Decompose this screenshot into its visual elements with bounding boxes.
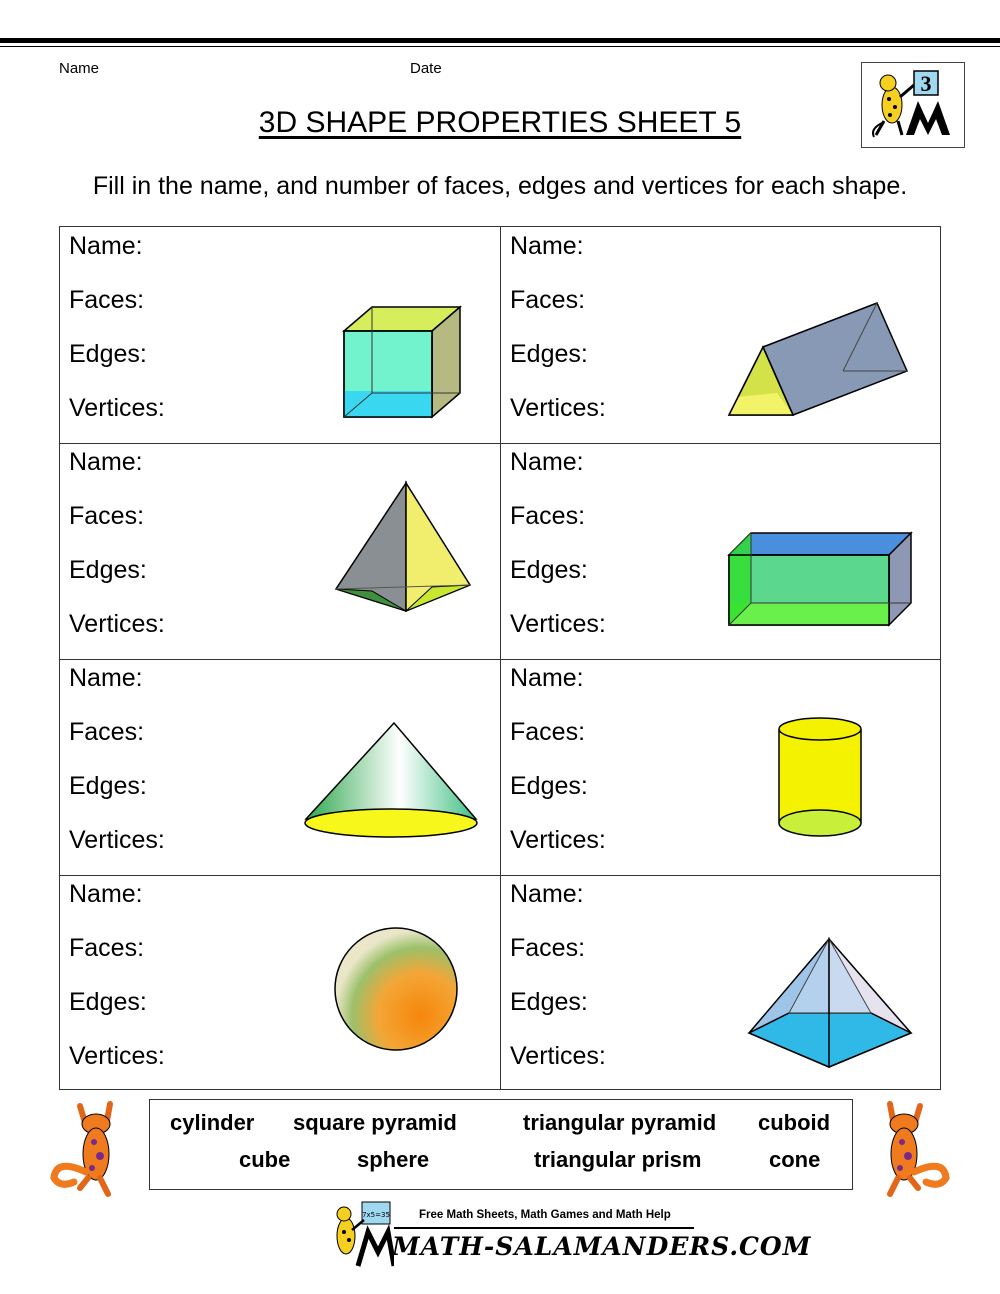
- shape-cell: [501, 227, 942, 443]
- vertices-field-label: Vertices:: [69, 394, 165, 422]
- footer-logo: [322, 1200, 812, 1270]
- logo-number: 3: [920, 71, 932, 96]
- square-pyramid-icon: [745, 935, 915, 1073]
- word-bank-item: cone: [769, 1147, 821, 1172]
- edges-field-label: Edges:: [69, 340, 147, 368]
- word-bank-item: sphere: [357, 1147, 430, 1172]
- date-label: Date: [410, 60, 442, 77]
- shape-cell: [60, 659, 501, 875]
- name-field-label: Name:: [69, 232, 143, 260]
- instructions: Fill in the name, and number of faces, edges and vertices for each shape.: [92, 172, 908, 200]
- name-field-label: Name:: [69, 664, 143, 692]
- edges-field-label: Edges:: [69, 556, 147, 584]
- shape-cell: [60, 443, 501, 659]
- edges-field-label: Edges:: [69, 988, 147, 1016]
- word-bank-item: cuboid: [758, 1110, 831, 1135]
- vertices-field-label: Vertices:: [69, 826, 165, 854]
- footer-badge: 7x5=35: [362, 1211, 390, 1219]
- shape-cell: [60, 875, 501, 1091]
- vertices-field-label: Vertices:: [510, 826, 606, 854]
- page-title: 3D SHAPE PROPERTIES SHEET 5: [258, 106, 742, 139]
- cube-icon: [336, 301, 466, 421]
- edges-field-label: Edges:: [510, 988, 588, 1016]
- top-rule-thin: [0, 46, 1000, 47]
- vertices-field-label: Vertices:: [510, 1042, 606, 1070]
- word-bank: [149, 1099, 853, 1190]
- sphere-icon: [332, 925, 460, 1053]
- footer-tagline: Free Math Sheets, Math Games and Math Help: [419, 1209, 671, 1221]
- name-label: Name: [59, 60, 100, 77]
- cuboid-icon: [727, 531, 913, 627]
- shape-grid: [59, 226, 941, 1090]
- edges-field-label: Edges:: [510, 772, 588, 800]
- top-rule: [0, 38, 1000, 43]
- triangular-prism-icon: [727, 299, 913, 421]
- cone-icon: [302, 719, 480, 839]
- edges-field-label: Edges:: [510, 556, 588, 584]
- vertices-field-label: Vertices:: [510, 394, 606, 422]
- shape-cell: [501, 875, 942, 1091]
- shape-cell: [501, 443, 942, 659]
- word-bank-item: square pyramid: [293, 1110, 457, 1135]
- vertices-field-label: Vertices:: [69, 610, 165, 638]
- shape-cell: [501, 659, 942, 875]
- name-field-label: Name:: [69, 880, 143, 908]
- edges-field-label: Edges:: [510, 340, 588, 368]
- salamander-right-icon: [862, 1098, 950, 1200]
- faces-field-label: Faces:: [69, 718, 145, 746]
- faces-field-label: Faces:: [510, 934, 586, 962]
- shape-cell: [60, 227, 501, 443]
- name-field-label: Name:: [510, 880, 584, 908]
- word-bank-item: triangular pyramid: [523, 1110, 717, 1135]
- salamander-left-icon: [50, 1098, 138, 1200]
- word-bank-item: cube: [239, 1147, 291, 1172]
- footer-site: MATH-SALAMANDERS.COM: [392, 1232, 812, 1261]
- faces-field-label: Faces:: [69, 286, 145, 314]
- faces-field-label: Faces:: [510, 286, 586, 314]
- word-bank-item: triangular prism: [534, 1147, 702, 1172]
- edges-field-label: Edges:: [69, 772, 147, 800]
- name-field-label: Name:: [510, 448, 584, 476]
- word-bank-item: cylinder: [170, 1110, 255, 1135]
- faces-field-label: Faces:: [510, 502, 586, 530]
- faces-field-label: Faces:: [510, 718, 586, 746]
- vertices-field-label: Vertices:: [69, 1042, 165, 1070]
- faces-field-label: Faces:: [69, 934, 145, 962]
- faces-field-label: Faces:: [69, 502, 145, 530]
- cylinder-icon: [775, 715, 865, 841]
- footer-salamander-icon: [322, 1200, 394, 1268]
- name-field-label: Name:: [510, 664, 584, 692]
- name-field-label: Name:: [510, 232, 584, 260]
- vertices-field-label: Vertices:: [510, 610, 606, 638]
- footer-rule: [394, 1227, 694, 1229]
- triangular-pyramid-icon: [332, 479, 474, 615]
- name-field-label: Name:: [69, 448, 143, 476]
